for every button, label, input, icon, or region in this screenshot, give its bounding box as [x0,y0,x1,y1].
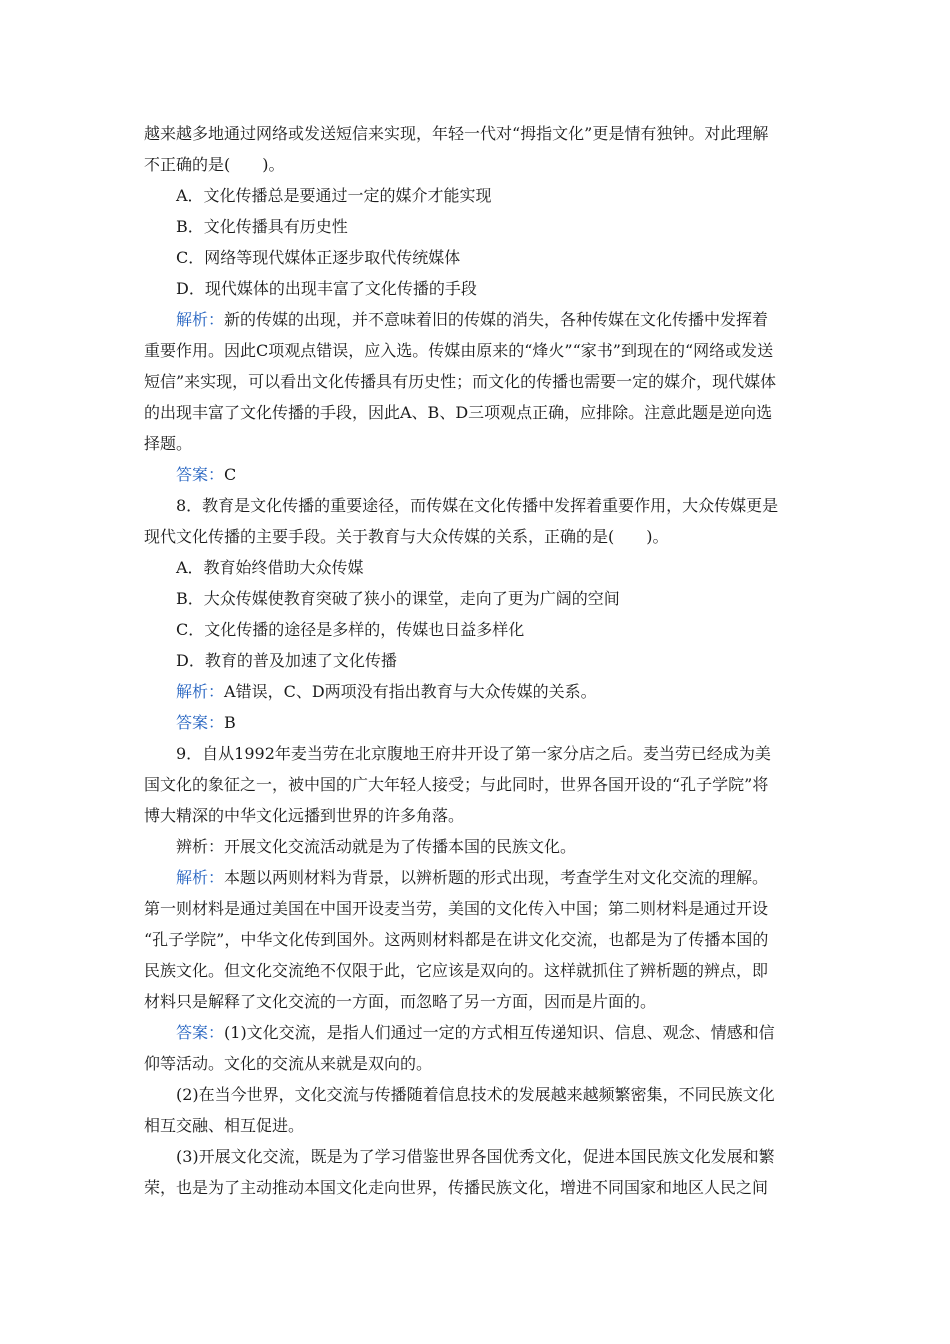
analysis-label: 解析： [176,682,225,701]
q9-answer-line: (3)开展文化交流，既是为了学习借鉴世界各国优秀文化，促进本国民族文化发展和繁 [176,1147,775,1166]
q8-stem-line: 8．教育是文化传播的重要途径，而传媒在文化传播中发挥着重要作用，大众传媒更是 [176,496,779,515]
q9-analysis-line: “孔子学院”，中华文化传到国外。这两则材料都是在讲文化交流，也都是为了传播本国的 [144,930,769,949]
q9-answer-line: 相互交融、相互促进。 [144,1116,305,1135]
q9-stem-line: 博大精深的中华文化远播到世界的许多角落。 [144,806,465,825]
answer-label: 答案： [176,1023,225,1042]
q8-stem-line: 现代文化传播的主要手段。关于教育与大众传媒的关系，正确的是( )。 [144,527,669,546]
q9-answer-line [144,1017,806,1048]
q7-analysis-line [144,304,806,335]
q7-analysis-line: 重要作用。因此C项观点错误，应入选。传媒由原来的“烽火”“家书”到现在的“网络或发送 [144,341,774,360]
q7-option-c: C．网络等现代媒体正逐步取代传统媒体 [176,248,461,267]
q7-option-d: D．现代媒体的出现丰富了文化传播的手段 [176,279,477,298]
answer-label: 答案： [176,713,225,732]
answer-label: 答案： [176,465,225,484]
answer-text: C [224,465,237,484]
analysis-text: 新的传媒的出现，并不意味着旧的传媒的消失，各种传媒在文化传播中发挥着 [224,310,769,329]
q9-stem-line: 国文化的象征之一，被中国的广大年轻人接受；与此同时，世界各国开设的“孔子学院”将 [144,775,769,794]
q9-analysis-line: 第一则材料是通过美国在中国开设麦当劳，美国的文化传入中国；第二则材料是通过开设 [144,899,769,918]
q7-option-a: A．文化传播总是要通过一定的媒介才能实现 [176,186,492,205]
q9-analysis-line: 民族文化。但文化交流绝不仅限于此，它应该是双向的。这样就抓住了辨析题的辨点，即 [144,961,769,980]
q9-answer-line: 荣，也是为了主动推动本国文化走向世界，传播民族文化，增进不同国家和地区人民之间 [144,1178,769,1197]
q7-analysis-line: 短信”来实现，可以看出文化传播具有历史性；而文化的传播也需要一定的媒介，现代媒体 [144,372,777,391]
analysis-label: 解析： [176,310,225,329]
analysis-text: 本题以两则材料为背景，以辨析题的形式出现，考查学生对文化交流的理解。 [224,868,769,887]
q8-analysis-line [144,676,806,707]
q7-stem-line: 越来越多地通过网络或发送短信来实现，年轻一代对“拇指文化”更是情有独钟。对此理解 [144,124,769,143]
q9-answer-line: 仰等活动。文化的交流从来就是双向的。 [144,1054,433,1073]
q8-option-a: A．教育始终借助大众传媒 [176,558,364,577]
q7-stem-line: 不正确的是( )。 [144,155,285,174]
q7-answer-line [144,459,806,490]
q9-claim: 辨析：开展文化交流活动就是为了传播本国的民族文化。 [176,837,577,856]
document-body [144,118,806,1203]
q8-option-c: C．文化传播的途径是多样的，传媒也日益多样化 [176,620,525,639]
q7-option-b: B．文化传播具有历史性 [176,217,348,236]
q7-analysis-line: 择题。 [144,434,193,453]
answer-text: (1)文化交流，是指人们通过一定的方式相互传递知识、信息、观念、情感和信 [224,1023,775,1042]
q8-option-b: B．大众传媒使教育突破了狭小的课堂，走向了更为广阔的空间 [176,589,620,608]
q7-analysis-line: 的出现丰富了文化传播的手段，因此A、B、D三项观点正确，应排除。注意此题是逆向选 [144,403,773,422]
analysis-label: 解析： [176,868,225,887]
q9-stem-line: 9．自从1992年麦当劳在北京腹地王府井开设了第一家分店之后。麦当劳已经成为美 [176,744,771,763]
q9-answer-line: (2)在当今世界，文化交流与传播随着信息技术的发展越来越频繁密集，不同民族文化 [176,1085,775,1104]
answer-text: B [224,713,236,732]
q9-analysis-line: 材料只是解释了文化交流的一方面，而忽略了另一方面，因而是片面的。 [144,992,657,1011]
q8-answer-line [144,707,806,738]
q8-option-d: D．教育的普及加速了文化传播 [176,651,397,670]
analysis-text: A错误，C、D两项没有指出教育与大众传媒的关系。 [224,682,597,701]
q9-analysis-line [144,862,806,893]
